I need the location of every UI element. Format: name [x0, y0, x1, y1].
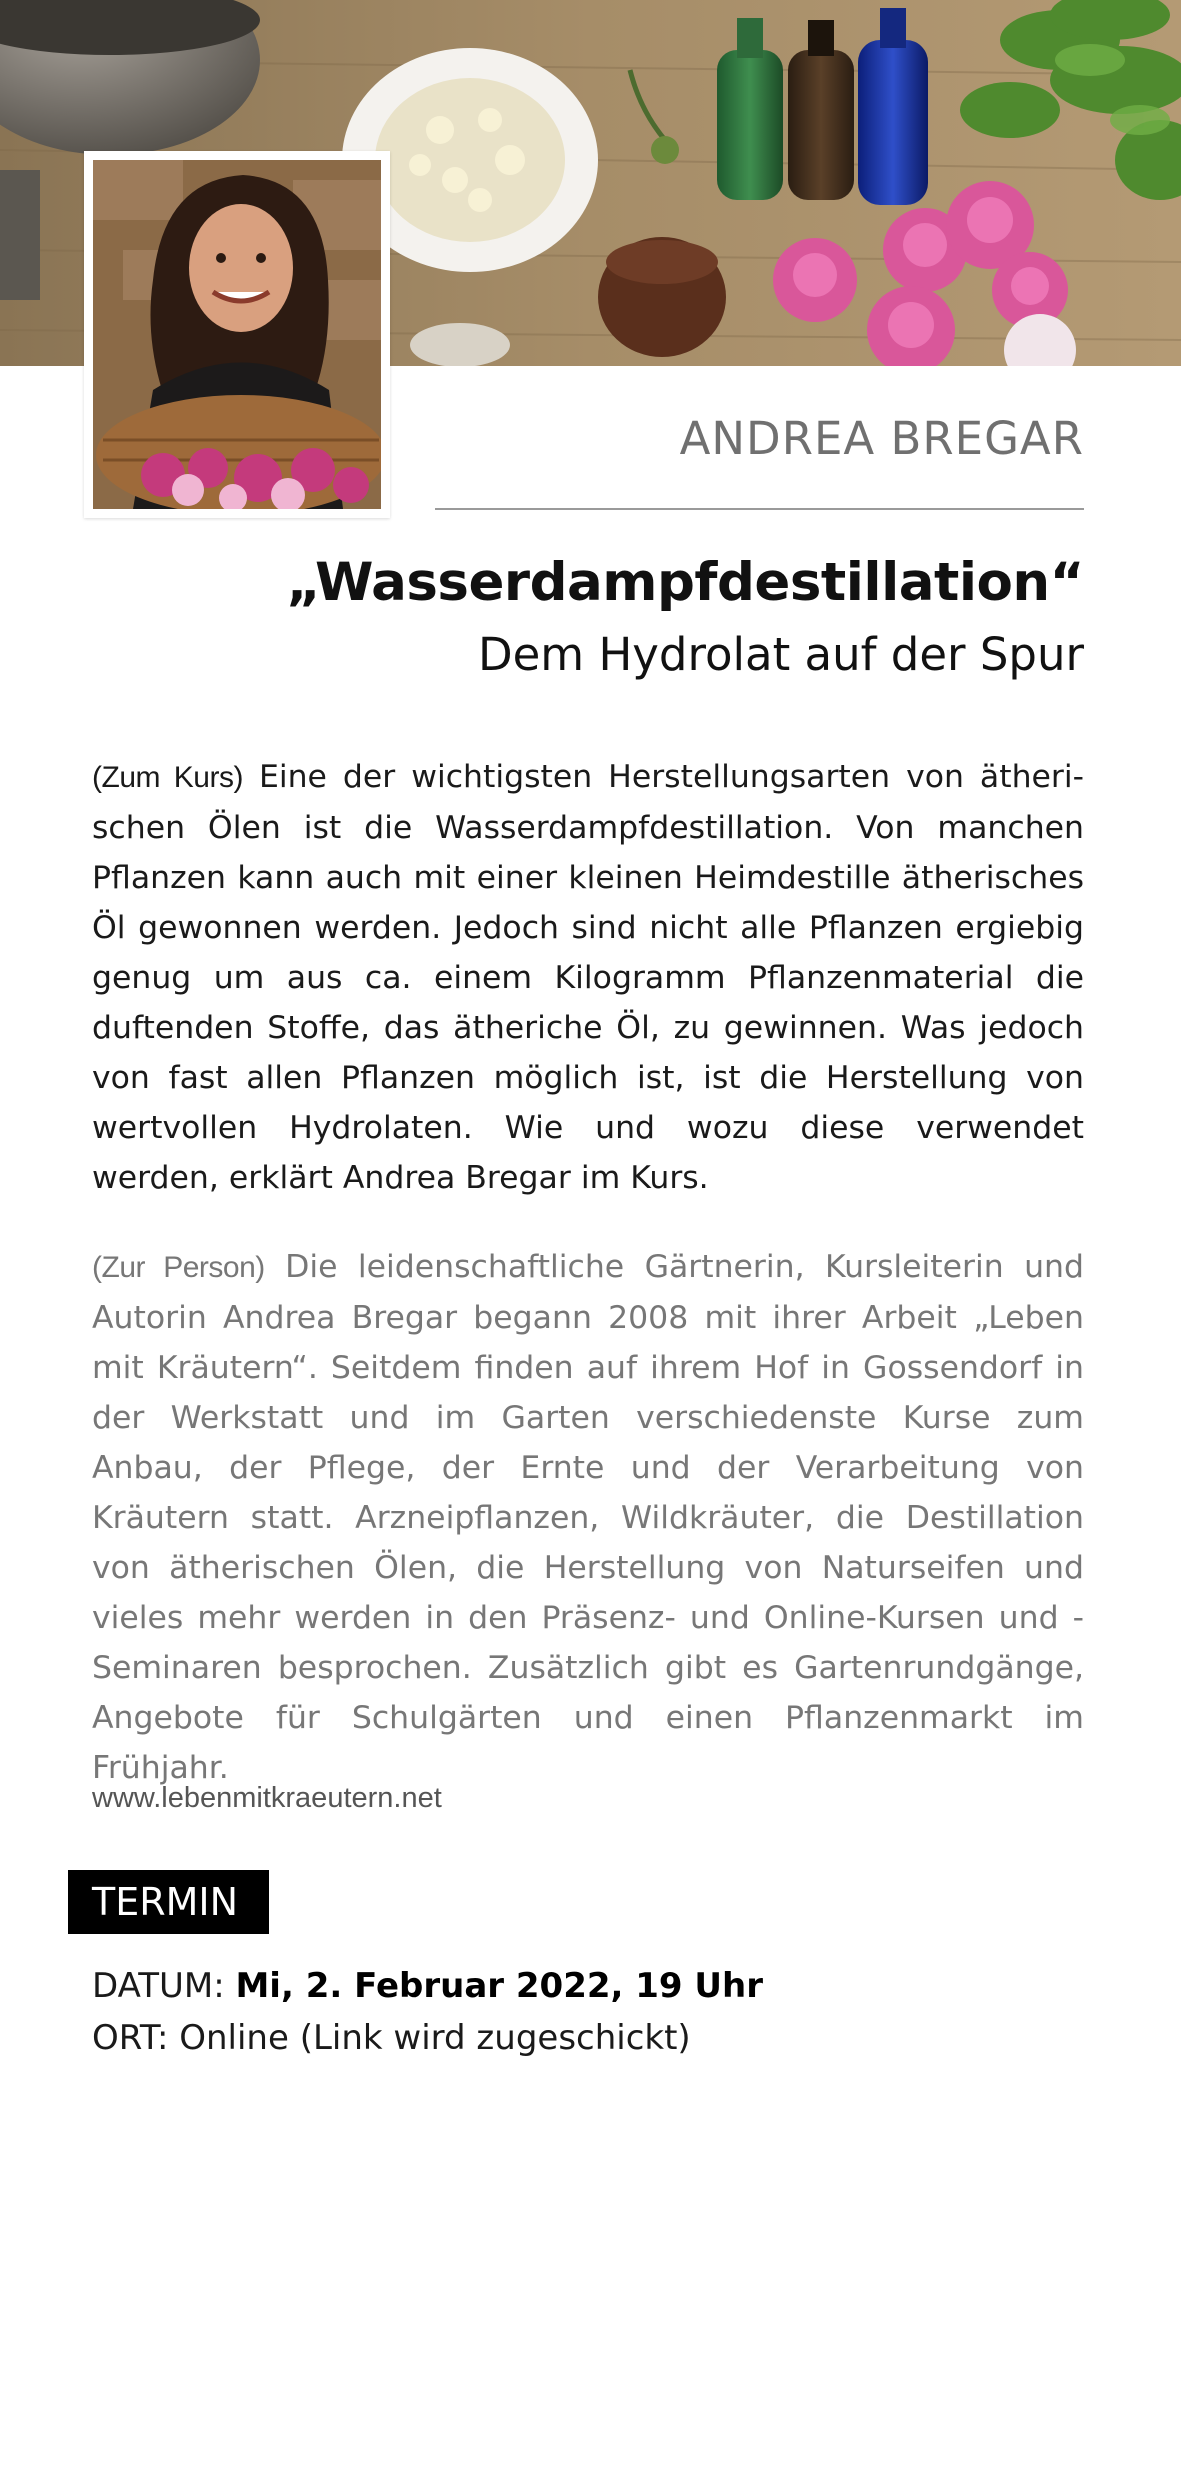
date-value: Mi, 2. Februar 2022, 19 Uhr [235, 1966, 763, 2006]
course-subtitle: Dem Hydrolat auf der Spur [477, 628, 1084, 681]
about-person-paragraph [92, 1242, 1084, 1793]
about-course-text: Eine der wichtigsten Herstellungsarten von ätherischen Ölen ist die Wasserdampfdestillation. Von manchen Pflanzen kann auch mit einer kleinen Heimdestille ätherisches Öl gewonnen werden. Jedoch sind nicht alle Pflanzen ergiebig genug um aus ca. einem Kilogramm Pflanzenmaterial die duftenden Stoffe, das ätheriche Öl, zu gewinnen. Was jedoch von fast allen Pflanzen möglich ist, ist die Herstellung von wertvollen Hydrolaten. Wie und wozu diese verwendet werden, erklärt Andrea Bregar im Kurs. [92, 759, 1085, 1196]
about-course-tag: (Zum Kurs) [92, 761, 243, 794]
about-course-paragraph [92, 752, 1084, 1203]
termin-heading: TERMIN [68, 1870, 269, 1934]
about-person-tag: (Zur Person) [92, 1251, 265, 1284]
portrait-illustration [93, 160, 381, 509]
course-title: „Wasserdampfdestillation“ [286, 552, 1084, 613]
about-person-text: Die leidenschaftliche Gärtnerin, Kursleiterin und Autorin Andrea Bregar begann 2008 mit ihrer Arbeit „Leben mit Kräutern“. Seitdem finden auf ihrem Hof in Gossendorf in der Werkstatt und im Garten verschiedenste Kurse zum Anbau, der Pflege, der Ernte und der Verarbeitung von Kräutern statt. Arzneipflanzen, Wildkräuter, die Destillation von ätherischen Ölen, die Herstellung von Naturseifen und vieles mehr werden in den Präsenz- und Online-Kursen und -Seminaren besprochen. Zusätzlich gibt es Gartenrundgänge, Angebote für Schulgärten und einen Pflanzenmarkt im Frühjahr. [92, 1249, 1084, 1786]
author-portrait-photo [84, 151, 390, 518]
event-place [92, 2018, 691, 2058]
title-divider [435, 508, 1084, 510]
author-name: ANDREA BREGAR [679, 412, 1084, 465]
date-label: DATUM: [92, 1966, 225, 2006]
website-link[interactable]: www.lebenmitkraeutern.net [92, 1782, 442, 1814]
event-date [92, 1966, 763, 2006]
place-label: ORT: [92, 2018, 169, 2058]
place-value: Online (Link wird zugeschickt) [179, 2018, 691, 2058]
